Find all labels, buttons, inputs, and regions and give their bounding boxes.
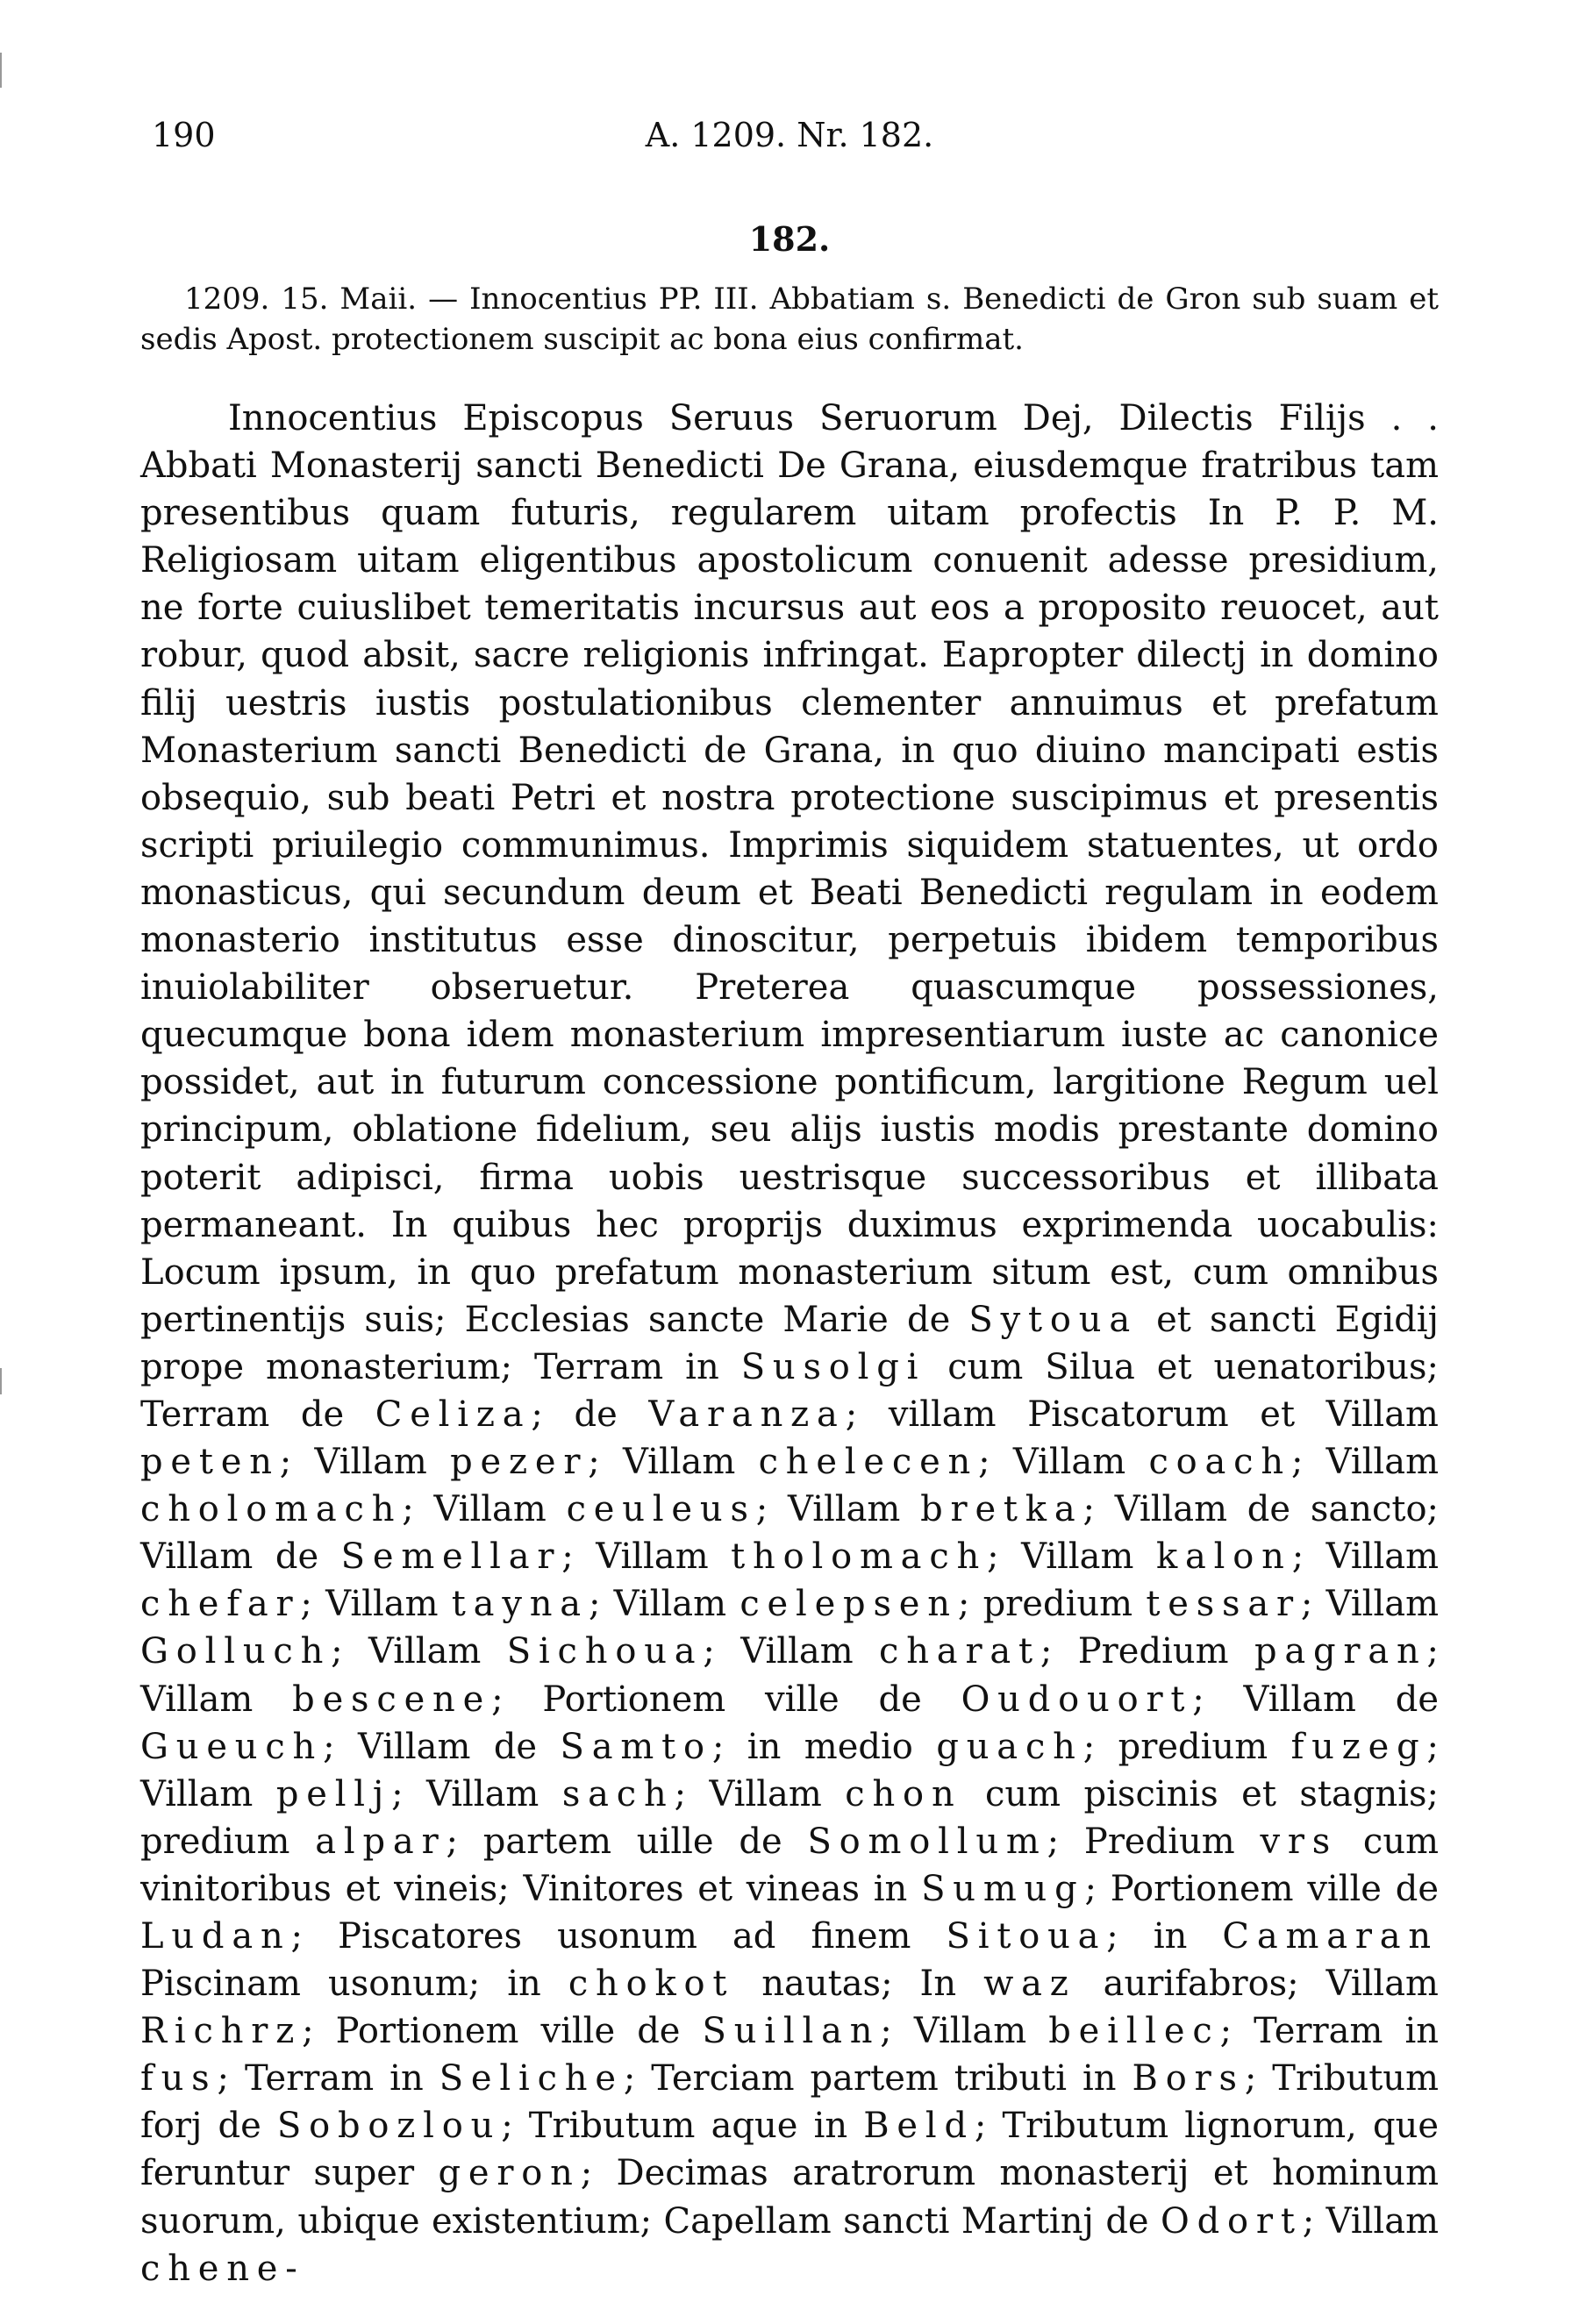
text-segment: ; Piscatores usonum ad finem (290, 1916, 947, 1957)
text-segment: ; Terram in (217, 2058, 439, 2099)
place-name: Celiza (375, 1394, 532, 1435)
place-name: Sytoua (968, 1299, 1138, 1340)
text-segment: ; Villam (674, 1773, 846, 1814)
place-name: Ludan (140, 1916, 291, 1957)
text-segment: ; Predium (1040, 1631, 1254, 1672)
place-name: guach (936, 1726, 1083, 1767)
charter-text (140, 395, 1439, 2292)
place-name: Sumug (921, 1868, 1085, 1909)
place-name: kalon (1155, 1536, 1292, 1578)
text-segment: aurifabros; Villam (1075, 1964, 1439, 2005)
text-segment: ; Tributum aque in (501, 2106, 864, 2147)
place-name: fus (140, 2058, 218, 2099)
text-segment: ; Terciam partem tributi in (623, 2058, 1132, 2099)
place-name: Odort (1161, 2200, 1303, 2242)
place-name: waz (983, 1964, 1076, 2005)
place-name: beillec (1048, 2011, 1220, 2052)
place-name: fuzeg (1290, 1726, 1427, 1767)
text-segment: ; Villam (140, 1726, 1439, 1814)
place-name: bretka (920, 1489, 1083, 1530)
text-segment: ; Villam (880, 2011, 1049, 2052)
text-segment: ; de (531, 1394, 649, 1435)
text-segment: ; Villam (561, 1536, 732, 1578)
place-name: chelecen (758, 1442, 979, 1483)
text-segment: Innocentius Episcopus Seruus Seruorum Dej, Dilectis Filijs . . Abbati Monasterij sancti Benedicti De Grana, eiusdemque fratribus tam presentibus quam futuris, regularem uitam profectis In P. P. M. Religiosam uitam eligentibus apostolicum conuenit adesse presidium, ne forte cuiuslibet temeritatis incursus aut eos a proposito reuocet, aut robur, quod absit, sacre religionis infringat. Eapropter dilectj in domino filij uestris iustis postulationibus clementer annuimus et prefatum Monasterium sancti Benedicti de Grana, in quo diuino mancipati estis obsequio, sub beati Petri et nostra protectione suscipimus et presentis scripti priuilegio communimus. Imprimis siquidem statuentes, ut ordo monasticus, qui secundum deum et Beati Benedicti regulam in eodem monasterio institutus esse dinoscitur, perpetuis ibidem temporibus inuiolabiliter obseruetur. Preterea quascumque possessiones, quecumque bona idem monasterium impresentiarum iuste ac canonice possidet, aut in futurum concessione pontificum, largitione Regum uel principum, oblatione fidelium, seu alijs iustis modis prestante domino poterit adipisci, firma uobis uestrisque successoribus et illibata permaneant. In quibus hec proprijs duximus exprimenda uocabulis: Locum ipsum, in quo prefatum monasterium situm est, cum omnibus pertinentijs suis; Ecclesias sancte Marie de (140, 398, 1439, 1340)
place-name: chefar (140, 1584, 301, 1625)
place-name: coach (1148, 1442, 1291, 1483)
text-segment: cum vinitoribus et vineis; Vinitores et vineas in (140, 1821, 1440, 1909)
place-name: peten (140, 1442, 280, 1483)
place-name: bescene (292, 1679, 492, 1720)
text-segment: ; Villam de (1192, 1679, 1439, 1720)
text-segment: ; predium (957, 1584, 1147, 1625)
place-name: Beld (863, 2106, 975, 2147)
place-name: pagran (1254, 1631, 1427, 1672)
place-name: pellj (275, 1773, 392, 1814)
text-segment: ; Villam (978, 1442, 1149, 1483)
place-name: chene- (140, 2248, 305, 2289)
text-segment: ; Portionem ville de (302, 2011, 703, 2052)
text-segment: ; Villam de sancto; Villam de (140, 1489, 1440, 1578)
place-name: sach (561, 1773, 675, 1814)
place-name: Susolgi (740, 1346, 926, 1387)
text-segment: cum Silua et uenatoribus; Terram de (140, 1346, 1439, 1435)
place-name: Semellar (340, 1536, 562, 1578)
page-number: 190 (152, 116, 216, 154)
place-name: Sitoua (946, 1916, 1107, 1957)
text-segment: ; Villam de (323, 1726, 561, 1767)
place-name: Suillan (702, 2011, 881, 2052)
text-segment: ; Villam (402, 1489, 567, 1530)
place-name: Camaran (1222, 1916, 1439, 1957)
text-segment: ; Villam (1302, 2200, 1439, 2242)
scan-edge-mark (0, 53, 2, 88)
place-name: Samto (560, 1726, 712, 1767)
place-name: chon (845, 1773, 962, 1814)
text-segment: ; Terram in (1219, 2011, 1439, 2052)
text-segment: ; Predium (1047, 1821, 1261, 1862)
text-segment: ; in medio (711, 1726, 937, 1767)
running-title: A. 1209. Nr. 182. (645, 116, 934, 154)
text-segment: ; predium (1082, 1726, 1291, 1767)
text-segment: ; Portionem ville de (491, 1679, 961, 1720)
place-name: Varanza (648, 1394, 846, 1435)
text-segment: ; Villam (588, 1442, 759, 1483)
place-name: charat (879, 1631, 1040, 1672)
text-segment: cum piscinis et stagnis; predium (140, 1773, 1440, 1862)
text-segment: ; Villam (140, 1631, 1440, 1720)
place-name: Oudouort (961, 1679, 1193, 1720)
place-name: tholomach (731, 1536, 988, 1578)
place-name: celepsen (739, 1584, 958, 1625)
regest-summary: 1209. 15. Maii. — Innocentius PP. III. Abbatiam s. Benedicti de Gron sub suam et sedis Apost. protectionem suscipit ac bona eius confirmat. (140, 282, 1439, 357)
place-name: tayna (451, 1584, 589, 1625)
place-name: Bors (1132, 2058, 1245, 2099)
text-segment: ; Villam (279, 1442, 451, 1483)
text-segment: ; Villam (588, 1584, 740, 1625)
text-segment: ; Villam (391, 1773, 562, 1814)
text-segment: nautas; In (734, 1964, 984, 2005)
text-segment: et sancti Egidij prope monasterium; Terram in (140, 1299, 1440, 1387)
place-name: Seliche (439, 2058, 624, 2099)
text-segment: ; Villam (1300, 1584, 1440, 1625)
scan-edge-mark (0, 1368, 2, 1394)
text-segment: Piscinam usonum; in (140, 1964, 568, 2005)
text-segment: ; in (1106, 1916, 1223, 1957)
text-segment: ; Villam (1290, 1442, 1439, 1483)
text-segment: ; Villam (755, 1489, 921, 1530)
place-name: alpar (315, 1821, 447, 1862)
text-segment: ; Decimas aratrorum monasterij et hominum suorum, ubique existentium; Capellam sancti Martinj de (140, 2153, 1439, 2242)
place-name: chokot (568, 1964, 735, 2005)
text-segment: ; Villam (300, 1584, 452, 1625)
text-segment: ; Villam (703, 1631, 880, 1672)
text-segment: ; villam Piscatorum et Villam (845, 1394, 1439, 1435)
place-name: vrs (1260, 1821, 1339, 1862)
place-name: cholomach (140, 1489, 403, 1530)
place-name: ceuleus (566, 1489, 756, 1530)
place-name: Somollum (807, 1821, 1047, 1862)
text-segment: ; partem uille de (446, 1821, 808, 1862)
text-segment: ; Portionem ville de (1084, 1868, 1439, 1909)
place-name: Sichoua (506, 1631, 704, 1672)
place-name: Gueuch (140, 1726, 324, 1767)
place-name: pezer (450, 1442, 589, 1483)
place-name: Richrz (140, 2011, 303, 2052)
place-name: tessar (1146, 1584, 1301, 1625)
place-name: Golluch (140, 1631, 332, 1672)
text-segment: ; Villam (987, 1536, 1156, 1578)
place-name: Sobozlou (276, 2106, 502, 2147)
text-segment: ; Villam (1291, 1536, 1440, 1578)
text-segment: ; Villam (331, 1631, 507, 1672)
place-name: geron (438, 2153, 581, 2194)
document-number: 182. (748, 219, 831, 259)
text-segment: ; Tributum lignorum, que feruntur super (140, 2106, 1440, 2194)
text-segment: ; Tributum forj de (140, 2058, 1439, 2147)
